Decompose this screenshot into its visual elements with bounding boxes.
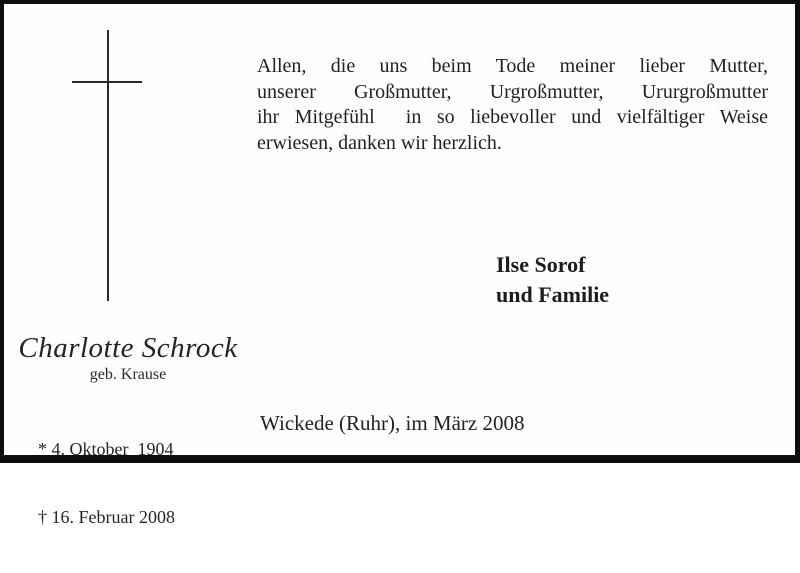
signature-name: Ilse Sorof (496, 252, 586, 277)
cross-vertical-bar (107, 30, 109, 301)
signature-family: und Familie (496, 282, 610, 307)
acknowledgement-paragraph (257, 54, 768, 156)
death-date: † 16. Februar 2008 (38, 506, 175, 527)
life-dates-block (38, 393, 175, 573)
latin-cross-icon (72, 30, 142, 301)
acknowledgement-line-1: Allen, die uns beim Tode meiner lieber Mutter, (257, 55, 768, 77)
signature-block (496, 250, 609, 310)
cross-horizontal-bar (72, 81, 142, 83)
place-and-date: Wickede (Ruhr), im März 2008 (260, 411, 525, 435)
deceased-name-block (18, 331, 238, 384)
deceased-maiden-name: geb. Krause (89, 366, 167, 383)
acknowledgement-line-3: ihr Mitgefühl in so liebevoller und vielfältiger Weise (257, 106, 768, 128)
acknowledgement-line-2: unserer Großmutter, Urgroßmutter, Ururgroßmutter (257, 80, 768, 103)
deceased-name: Charlotte Schrock (18, 332, 238, 364)
birth-date: * 4. Oktober 1904 (38, 439, 174, 459)
acknowledgement-line-4: erwiesen, danken wir herzlich. (257, 131, 502, 154)
